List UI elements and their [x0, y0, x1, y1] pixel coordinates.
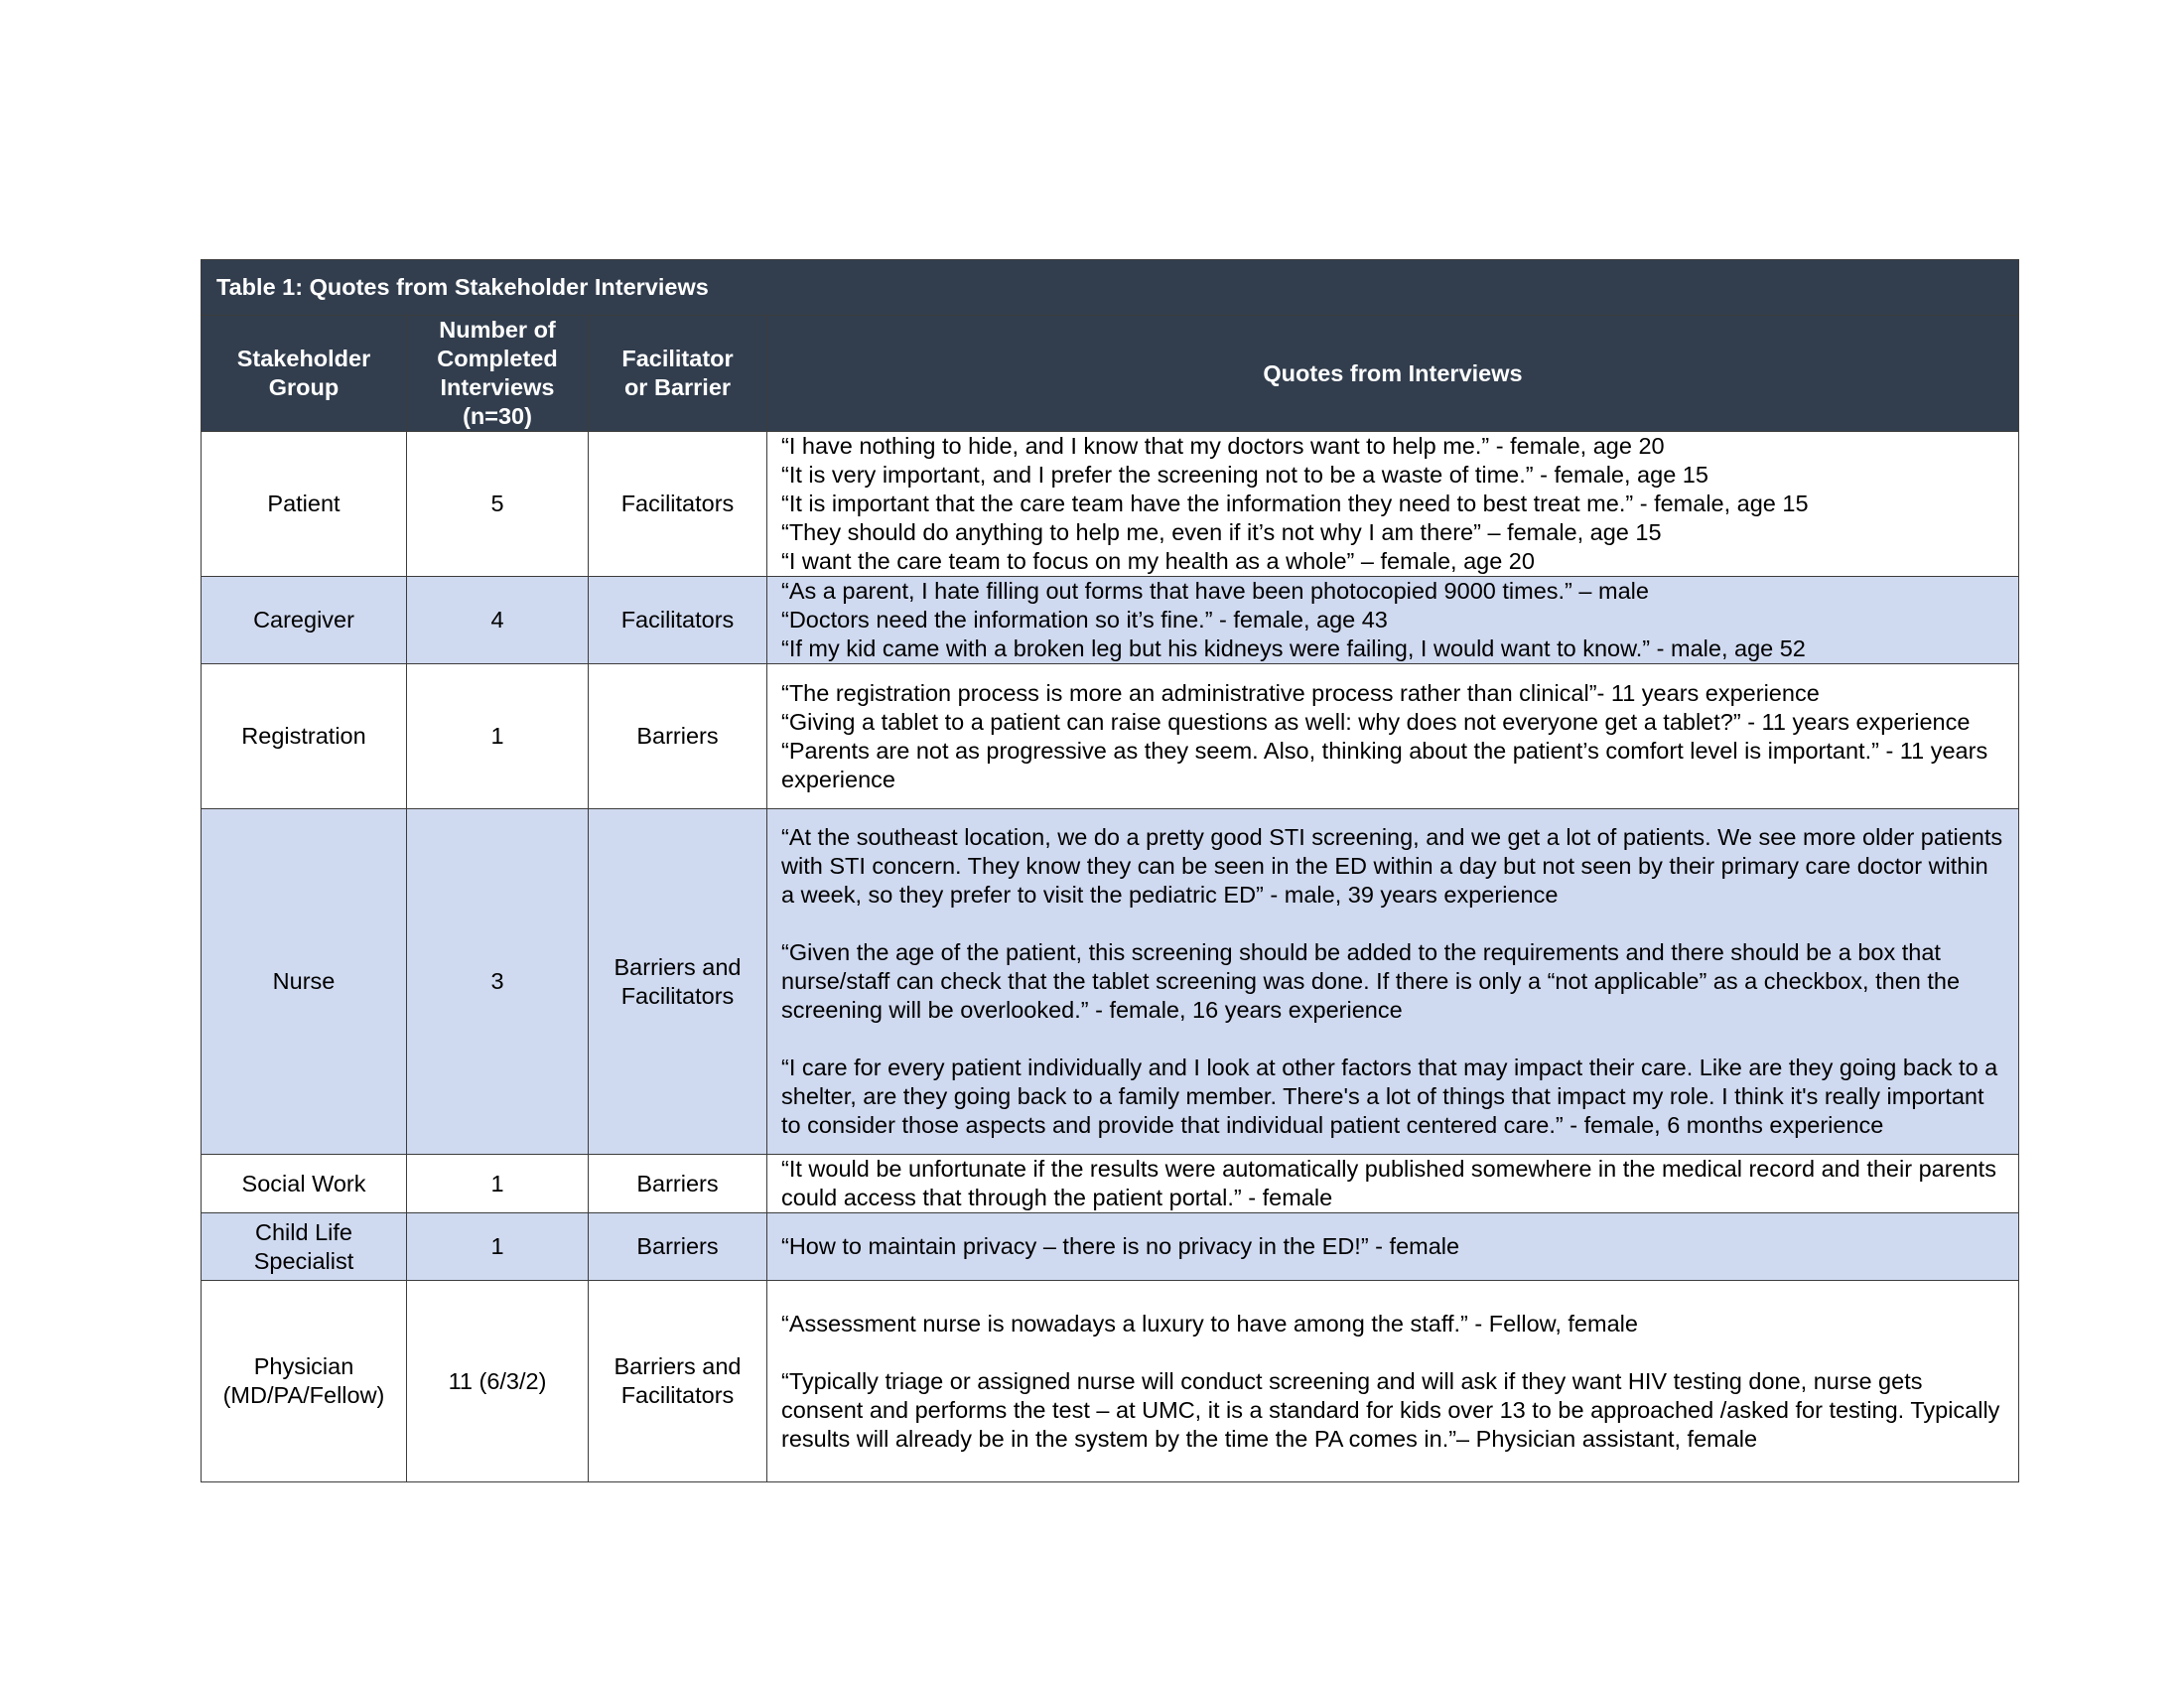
- facilitator-barrier-text: Barriers: [636, 1170, 719, 1196]
- header-facilitator-barrier: [589, 316, 767, 432]
- stakeholder-group-text: Caregiver: [253, 607, 354, 633]
- header-text: Number of: [439, 317, 556, 343]
- facilitator-barrier-cell: [589, 432, 767, 577]
- stakeholder-group-text: Child Life: [255, 1218, 352, 1245]
- header-completed-interviews: [407, 316, 589, 432]
- interview-count-cell: 11 (6/3/2): [407, 1281, 589, 1482]
- quote-text: “Given the age of the patient, this screening should be added to the requirements and there should be a box that nurse/staff can check that the tablet screening was done. If there is only a “not applicable” as a checkbox, then the screening will be overlooked.” - female, 16 years experience: [781, 939, 1961, 1023]
- header-text: Facilitator: [621, 346, 734, 371]
- stakeholder-group-text: (MD/PA/Fellow): [222, 1382, 385, 1408]
- facilitator-barrier-text: Barriers and: [614, 1353, 742, 1379]
- quote-text: “It is important that the care team have the information they need to best treat me.” - female, age 15: [781, 491, 1809, 516]
- facilitator-barrier-text: Barriers: [636, 1233, 719, 1259]
- interview-count-cell: 5: [407, 432, 589, 577]
- stakeholder-group-text: Specialist: [253, 1247, 354, 1274]
- interview-count-cell: 4: [407, 577, 589, 664]
- facilitator-barrier-text: Facilitators: [620, 607, 735, 633]
- stakeholder-group-cell: [202, 577, 407, 664]
- facilitator-barrier-cell: [589, 1213, 767, 1281]
- stakeholder-group-cell: [202, 1155, 407, 1213]
- interview-count-cell: 1: [407, 664, 589, 809]
- quotes-cell: [767, 432, 2019, 577]
- stakeholder-group-cell: [202, 1281, 407, 1482]
- stakeholder-group-cell: [202, 809, 407, 1155]
- facilitator-barrier-cell: [589, 1155, 767, 1213]
- quote-text: “The registration process is more an administrative process rather than clinical”- 11 years experience: [781, 679, 1820, 706]
- table-row: [202, 577, 2019, 664]
- quote-text: “It is very important, and I prefer the screening not to be a waste of time.” - female, age 15: [781, 462, 1708, 488]
- table-row: [202, 1213, 2019, 1281]
- stakeholder-group-cell: [202, 664, 407, 809]
- header-text: Group: [268, 374, 340, 400]
- header-text: or Barrier: [623, 374, 732, 400]
- quote-text: “As a parent, I hate filling out forms that have been photocopied 9000 times.” – male: [781, 578, 1649, 604]
- stakeholder-group-text: Patient: [267, 491, 341, 516]
- table-caption: Table 1: Quotes from Stakeholder Interviews: [202, 260, 2019, 316]
- header-row: [202, 316, 2019, 432]
- header-text: Interviews: [440, 374, 555, 400]
- stakeholder-group-text: Registration: [241, 723, 366, 749]
- table-row: [202, 664, 2019, 809]
- header-stakeholder-group: [202, 316, 407, 432]
- facilitator-barrier-text: Barriers: [636, 723, 719, 749]
- table-row: [202, 432, 2019, 577]
- table-row: [202, 809, 2019, 1155]
- stakeholder-group-text: Nurse: [272, 968, 336, 994]
- header-text: Completed: [437, 346, 558, 371]
- quotes-cell: [767, 1155, 2019, 1213]
- facilitator-barrier-cell: [589, 809, 767, 1155]
- quote-text: “They should do anything to help me, even if it’s not why I am there” – female, age 15: [781, 519, 1662, 545]
- quotes-cell: [767, 1213, 2019, 1281]
- quote-text: “Giving a tablet to a patient can raise questions as well: why does not everyone get a tablet?” - 11 years experience: [781, 708, 1971, 735]
- table-row: [202, 1281, 2019, 1482]
- quote-text: “I want the care team to focus on my health as a whole” – female, age 20: [781, 548, 1535, 574]
- header-text: (n=30): [463, 403, 532, 429]
- header-quotes: [767, 316, 2019, 432]
- quote-text: “It would be unfortunate if the results were automatically published somewhere in the medical record and their parents could access that through the patient portal.” - female: [781, 1156, 1996, 1210]
- header-text: Stakeholder: [236, 346, 371, 371]
- quotes-cell: [767, 664, 2019, 809]
- quote-text: “Parents are not as progressive as they seem. Also, thinking about the patient’s comfort level is important.” - 11 years experience: [781, 737, 1988, 792]
- facilitator-barrier-text: Barriers and: [614, 953, 742, 980]
- stakeholder-group-cell: [202, 432, 407, 577]
- interview-count-cell: 1: [407, 1155, 589, 1213]
- table-row: [202, 1155, 2019, 1213]
- stakeholder-group-text: Social Work: [241, 1170, 366, 1196]
- interview-count-cell: 1: [407, 1213, 589, 1281]
- facilitator-barrier-text: Facilitators: [620, 491, 735, 516]
- facilitator-barrier-text: Facilitators: [620, 982, 735, 1009]
- stakeholder-quotes-table-container: [201, 259, 2018, 1482]
- quote-text: “Assessment nurse is nowadays a luxury to have among the staff.” - Fellow, female: [781, 1310, 1638, 1336]
- facilitator-barrier-cell: [589, 664, 767, 809]
- facilitator-barrier-text: Facilitators: [620, 1382, 735, 1408]
- quote-text: “Doctors need the information so it’s fine.” - female, age 43: [781, 607, 1388, 633]
- quote-text: “How to maintain privacy – there is no privacy in the ED!” - female: [781, 1233, 1460, 1259]
- quote-text: “Typically triage or assigned nurse will conduct screening and will ask if they want HIV testing done, nurse gets consent and performs the test – at UMC, it is a standard for kids over 13 to be approached /asked for testing. Typically results will already be in the system by the time the PA comes in.”– Physician assistant, female: [781, 1367, 2000, 1452]
- quotes-cell: [767, 1281, 2019, 1482]
- stakeholder-quotes-table: [201, 259, 2019, 1482]
- quotes-cell: [767, 809, 2019, 1155]
- stakeholder-group-text: Physician: [253, 1353, 354, 1379]
- interview-count-cell: 3: [407, 809, 589, 1155]
- facilitator-barrier-cell: [589, 577, 767, 664]
- header-text: Quotes from Interviews: [1263, 359, 1523, 386]
- quote-text: “At the southeast location, we do a pretty good STI screening, and we get a lot of patients. We see more older patients with STI concern. They know they can be seen in the ED within a day but not seen by their primary care doctor within a week, so they prefer to visit the pediatric ED” - male, 39 years experience: [781, 824, 2003, 908]
- stakeholder-group-cell: [202, 1213, 407, 1281]
- quote-text: “If my kid came with a broken leg but his kidneys were failing, I would want to know.” - male, age 52: [781, 635, 1806, 661]
- quote-text: “I have nothing to hide, and I know that my doctors want to help me.” - female, age 20: [781, 433, 1665, 459]
- quote-text: “I care for every patient individually and I look at other factors that may impact their care. Like are they going back to a shelter, are they going back to a family member. There's a lot of things that impact my role. I think it's really important to consider those aspects and provide that individual patient centered care.” - female, 6 months experience: [781, 1055, 1998, 1138]
- facilitator-barrier-cell: [589, 1281, 767, 1482]
- quotes-cell: [767, 577, 2019, 664]
